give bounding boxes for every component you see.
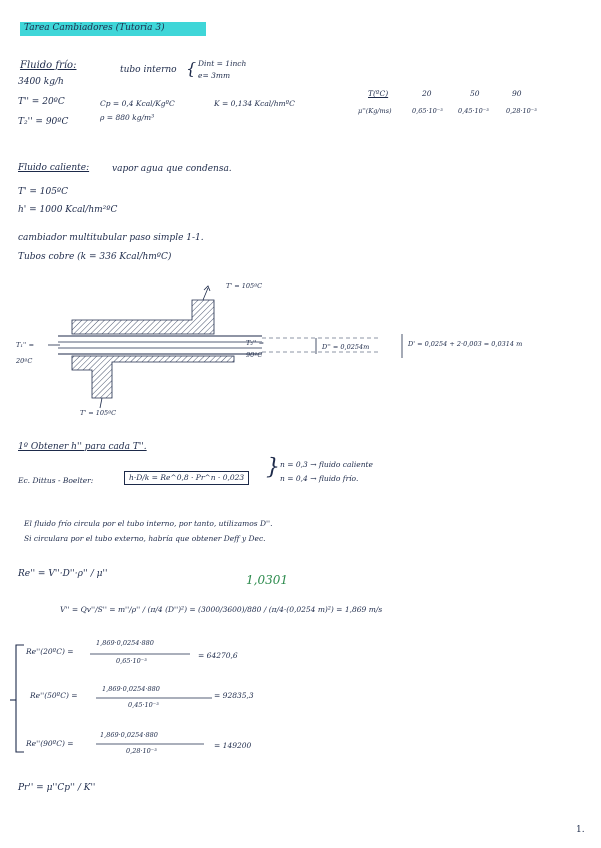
velocity-equation: V'' = Qv''/S'' = m''/ρ'' / (π/4 (D'')²) = (3000/3600)/880 / (π/4·(0,0254 m)²) = 1,869 m/s bbox=[60, 605, 383, 614]
tube-material: Tubos cobre (k = 336 Kcal/hmºC) bbox=[18, 252, 172, 262]
dint-value: Dint = 1inch bbox=[198, 59, 247, 68]
green-annotation: 1,0301 bbox=[246, 573, 288, 587]
hot-h: h' = 1000 Kcal/hm²ºC bbox=[18, 205, 118, 215]
note-inner-tube: El fluido frío circula por el tubo interno, por tanto, utilizamos D''. bbox=[24, 519, 273, 528]
re-90-result: = 149200 bbox=[214, 741, 252, 750]
re-50-numerator: 1,869·0,0254·880 bbox=[102, 685, 160, 693]
diagram-t-right-1: T₂'' = bbox=[246, 339, 265, 347]
diagram-t-left-2: 20ºC bbox=[16, 357, 33, 365]
brace-icon: { bbox=[186, 59, 197, 78]
re-50-result: = 92835,3 bbox=[214, 691, 254, 700]
re-20-denominator: 0,65·10⁻³ bbox=[116, 657, 147, 665]
brace-icon: } bbox=[266, 455, 280, 480]
diagram-t-top: T' = 105ºC bbox=[226, 282, 263, 290]
visc-temp-90: 90 bbox=[512, 89, 522, 98]
visc-row-label: μ''(Kg/ms) bbox=[358, 107, 392, 115]
cold-rho: ρ = 880 kg/m³ bbox=[100, 113, 155, 122]
tube-label: tubo interno bbox=[120, 65, 177, 75]
diagram-d-outer: D' = 0,0254 + 2·0,003 = 0,0314 m bbox=[408, 340, 523, 348]
hot-fluid-heading: Fluido caliente: bbox=[18, 163, 90, 173]
step1-heading: 1º Obtener h'' para cada T''. bbox=[18, 442, 147, 452]
diagram-d-inner: D'' = 0,0254m bbox=[322, 343, 370, 351]
exchanger-type: cambiador multitubular paso simple 1-1. bbox=[18, 233, 204, 243]
re-90-label: Re''(90ºC) = bbox=[26, 739, 74, 748]
visc-temp-20: 20 bbox=[422, 89, 432, 98]
diagram-t-bottom: T' = 105ºC bbox=[80, 409, 117, 417]
cold-k: K = 0,134 Kcal/hmºC bbox=[214, 99, 295, 108]
cold-flow: 3400 kg/h bbox=[18, 77, 64, 87]
visc-temp-50: 50 bbox=[470, 89, 480, 98]
dittus-boelter-label: Ec. Dittus - Boelter: bbox=[18, 476, 94, 485]
re-20-label: Re''(20ºC) = bbox=[26, 647, 74, 656]
n-cold: n = 0,4 → fluido frío. bbox=[280, 474, 359, 483]
prandtl-definition: Pr'' = μ''Cp'' / K'' bbox=[18, 783, 96, 793]
diagram-t-left-1: T₁'' = bbox=[16, 341, 35, 349]
hot-t: T' = 105ºC bbox=[18, 187, 69, 197]
re-50-label: Re''(50ºC) = bbox=[30, 691, 78, 700]
cold-cp: Cp = 0,4 Kcal/KgºC bbox=[100, 99, 175, 108]
visc-value-90: 0,28·10⁻³ bbox=[506, 107, 537, 115]
thickness-value: e= 3mm bbox=[198, 71, 231, 80]
page-title: Tarea Cambiadores (Tutoria 3) bbox=[24, 23, 165, 33]
page-number: 1. bbox=[576, 825, 585, 835]
diagram-t-right-2: 90ºC bbox=[246, 351, 263, 359]
dittus-boelter-equation: h·D/k = Re^0,8 · Pr^n · 0,023 bbox=[124, 471, 249, 485]
visc-header-label: T(ºC) bbox=[368, 89, 389, 98]
cold-t2: T₂'' = 90ºC bbox=[18, 117, 69, 127]
re-90-denominator: 0,28·10⁻³ bbox=[126, 747, 157, 755]
re-50-denominator: 0,45·10⁻³ bbox=[128, 701, 159, 709]
cold-fluid-heading: Fluido frío: bbox=[20, 60, 77, 71]
note-outer-tube: Si circulara por el tubo externo, habría que obtener Deff y Dec. bbox=[24, 534, 266, 543]
reynolds-definition: Re'' = V''·D''·ρ'' / μ'' bbox=[18, 569, 108, 579]
visc-value-50: 0,45·10⁻³ bbox=[458, 107, 489, 115]
re-20-result: = 64270,6 bbox=[198, 651, 238, 660]
hot-fluid-desc: vapor agua que condensa. bbox=[112, 164, 232, 174]
cold-t1: T'' = 20ºC bbox=[18, 97, 65, 107]
visc-value-20: 0,65·10⁻³ bbox=[412, 107, 443, 115]
n-hot: n = 0,3 → fluido caliente bbox=[280, 460, 373, 469]
re-90-numerator: 1,869·0,0254·880 bbox=[100, 731, 158, 739]
re-20-numerator: 1,869·0,0254·880 bbox=[96, 639, 154, 647]
